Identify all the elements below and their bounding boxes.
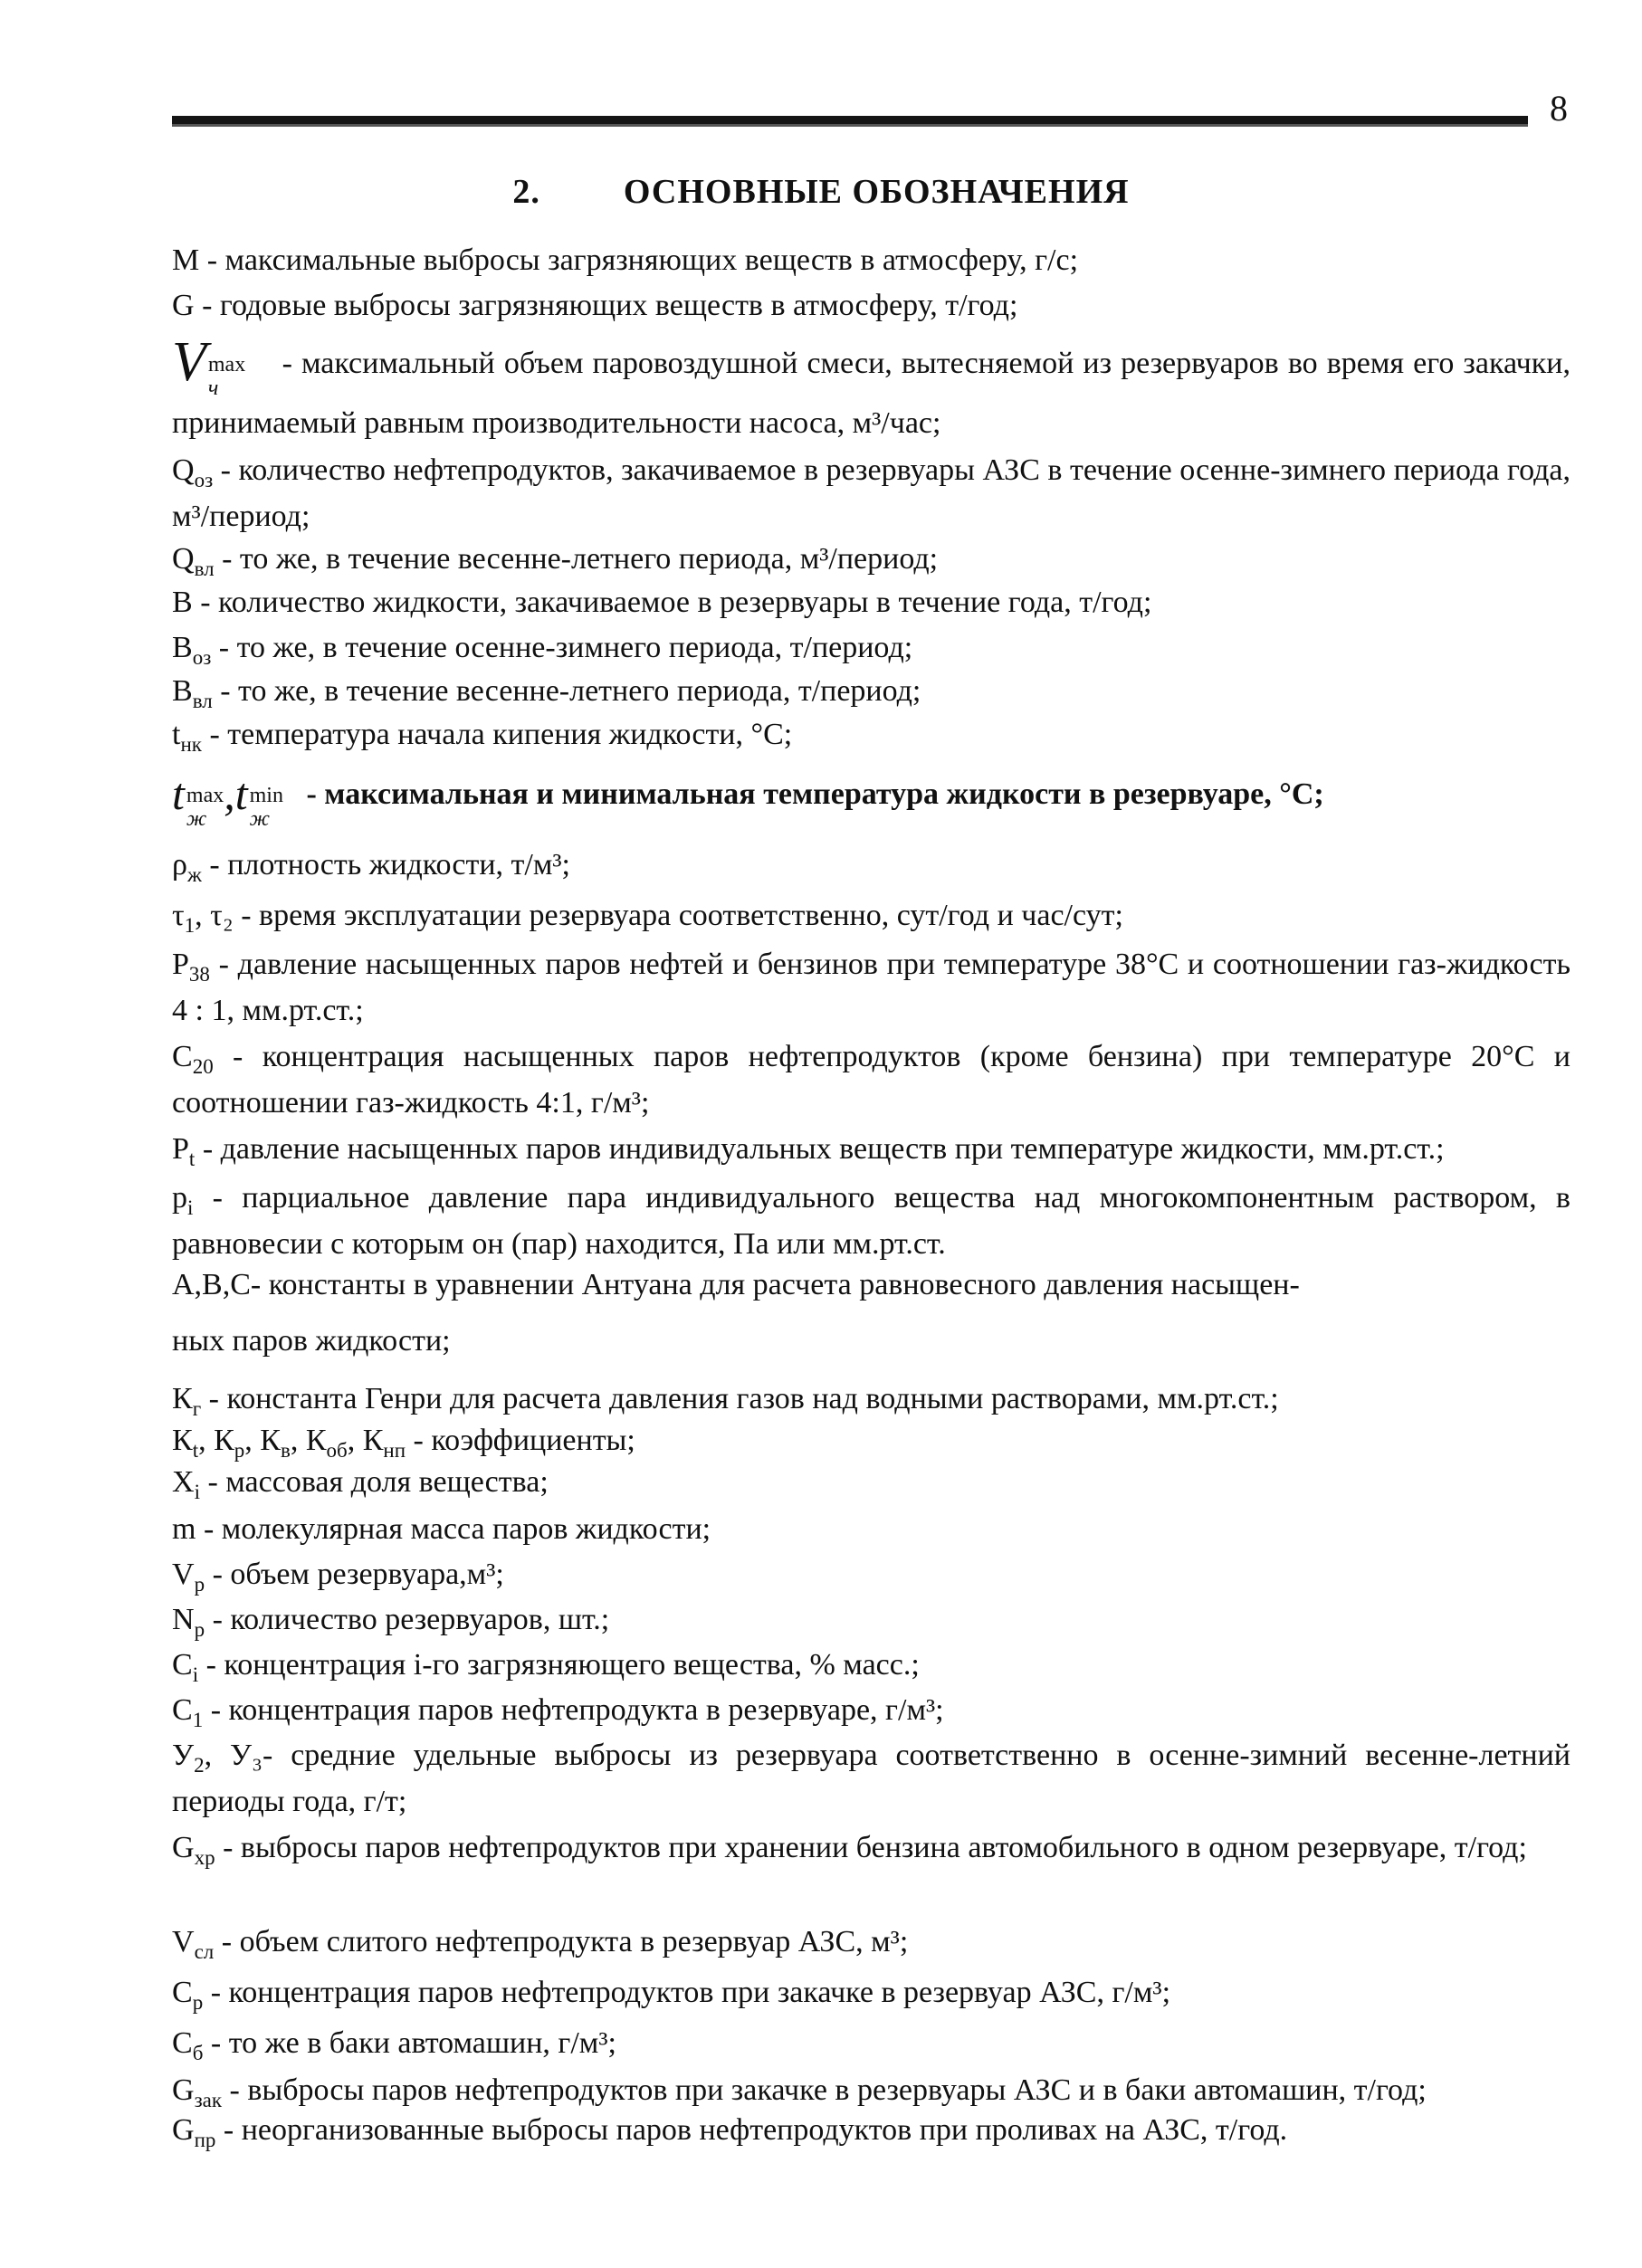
entry-Gpr bbox=[172, 2107, 1570, 2153]
entry-symbol: $V_р$ bbox=[172, 1558, 205, 1596]
entry-symbol: $С_i$ bbox=[172, 1648, 199, 1686]
entry-symbol: $G_{пр}$ bbox=[172, 2113, 216, 2151]
t-separator: , bbox=[224, 768, 235, 819]
entry-text: - концентрация паров нефтепродуктов при закачке в резервуар АЗС, г/м³; bbox=[203, 1976, 1171, 2009]
entry-text: - неорганизованные выбросы паров нефтепродуктов при проливах на АЗС, т/год. bbox=[215, 2113, 1288, 2147]
entry-P38 bbox=[172, 941, 1570, 1034]
entry-K-coef bbox=[172, 1417, 1570, 1463]
v-max-formula bbox=[172, 331, 246, 400]
entry-Vsl bbox=[172, 1919, 1570, 1965]
entry-m bbox=[172, 1506, 1570, 1552]
entry-ABC bbox=[172, 1262, 1570, 1308]
entry-text: - концентрация паров нефтепродукта в резервуаре, г/м³; bbox=[203, 1693, 944, 1727]
entry-symbol: m bbox=[172, 1512, 196, 1546]
entry-Q-vl bbox=[172, 536, 1570, 582]
entry-text: - массовая доля вещества; bbox=[199, 1465, 549, 1499]
entry-text: - молекулярная масса паров жидкости; bbox=[196, 1512, 711, 1546]
entry-Np bbox=[172, 1596, 1570, 1643]
entry-symbol: $К_г$ bbox=[172, 1382, 202, 1420]
entry-text: - количество жидкости, закачиваемое в резервуары в течение года, т/год; bbox=[192, 586, 1152, 619]
entry-text: - максимальные выбросы загрязняющих веществ в атмосферу, г/с; bbox=[199, 243, 1079, 277]
entry-text: - количество нефтепродуктов, закачиваемое в резервуары АЗС в течение осенне-зимнего периода года, м³/период; bbox=[172, 453, 1570, 533]
entry-text: - максимальная и минимальная температура жидкости в резервуаре, °С; bbox=[298, 777, 1324, 811]
entry-symbol: $G_{зак}$ bbox=[172, 2073, 223, 2111]
entry-symbol: $С_{20}$ bbox=[172, 1040, 214, 1078]
entry-text: - то же, в течение весенне-летнего периода, т/период; bbox=[212, 674, 921, 708]
entry-symbol: $В_{оз}$ bbox=[172, 631, 212, 669]
entry-Xi bbox=[172, 1459, 1570, 1505]
section-number: 2. bbox=[512, 173, 540, 211]
entry-C20 bbox=[172, 1034, 1570, 1126]
t-supsub-2: min ж bbox=[249, 784, 283, 831]
v-supsub bbox=[208, 353, 245, 400]
entry-symbol: $Q_{вл}$ bbox=[172, 542, 215, 580]
entry-symbol: G bbox=[172, 289, 195, 322]
entry-symbol: $Q_{оз}$ bbox=[172, 453, 214, 491]
entry-symbol: В bbox=[172, 586, 193, 619]
entry-text: - объем резервуара,м³; bbox=[205, 1558, 504, 1591]
entry-text: - давление насыщенных паров индивидуальных веществ при температуре жидкости, мм.рт.ст.; bbox=[195, 1132, 1445, 1166]
entry-text: - годовые выбросы загрязняющих веществ в атмосферу, т/год; bbox=[194, 289, 1018, 322]
entry-text: ных паров жидкости; bbox=[172, 1324, 451, 1358]
t-letter-2: t bbox=[234, 768, 248, 819]
v-sup: max bbox=[207, 353, 246, 376]
entry-symbol: $V_{сл}$ bbox=[172, 1925, 215, 1963]
v-sub: ч bbox=[207, 376, 219, 400]
section-heading bbox=[0, 172, 1642, 212]
entry-pi bbox=[172, 1175, 1570, 1267]
entry-symbol: $t_{нк}$ bbox=[172, 718, 202, 756]
entry-Gxp bbox=[172, 1825, 1570, 1871]
entry-B bbox=[172, 579, 1570, 625]
entry-symbol: М bbox=[172, 243, 200, 277]
entry-tau bbox=[172, 892, 1570, 939]
page-number: 8 bbox=[1550, 88, 1568, 129]
entry-text: - концентрация насыщенных паров нефтепродуктов (кроме бензина) при температуре 20°С и соотношении газ-жидкость 4:1, г/м³; bbox=[172, 1040, 1570, 1120]
entry-ABC-cont bbox=[172, 1318, 1570, 1364]
entry-Ci bbox=[172, 1642, 1570, 1688]
entry-symbol: $Х_i$ bbox=[172, 1465, 200, 1503]
entry-text: - плотность жидкости, т/м³; bbox=[201, 848, 570, 881]
entry-B-vl bbox=[172, 668, 1570, 714]
entry-Y23 bbox=[172, 1732, 1570, 1825]
entry-text: - концентрация i-го загрязняющего вещества, % масс.; bbox=[198, 1648, 920, 1682]
t-letter-1: t bbox=[172, 768, 185, 819]
entry-text: - выбросы паров нефтепродуктов при закачке в резервуары АЗС и в баки автомашин, т/год; bbox=[222, 2073, 1427, 2107]
entry-text: - время эксплуатации резервуара соответственно, сут/год и час/сут; bbox=[233, 899, 1123, 932]
entry-symbol: $N_р$ bbox=[172, 1603, 205, 1641]
entry-Q-oz bbox=[172, 447, 1570, 539]
entry-Cb bbox=[172, 2020, 1570, 2066]
entry-Cp bbox=[172, 1969, 1570, 2015]
entry-B-oz bbox=[172, 624, 1570, 671]
entry-text: - то же, в течение осенне-зимнего периода, т/период; bbox=[211, 631, 913, 664]
entry-text: - константа Генри для расчета давления газов над водными растворами, мм.рт.ст.; bbox=[201, 1382, 1279, 1415]
entry-text: - выбросы паров нефтепродуктов при хранении бензина автомобильного в одном резервуаре, т/год; bbox=[215, 1831, 1527, 1864]
entry-text: - средние удельные выбросы из резервуара соответственно в осенне-зимний весенне-летний периоды года, г/т; bbox=[172, 1739, 1570, 1818]
header-rule bbox=[172, 116, 1528, 127]
entry-text: - объем слитого нефтепродукта в резервуар АЗС, м³; bbox=[214, 1925, 909, 1958]
entry-text: - количество резервуаров, шт.; bbox=[205, 1603, 610, 1636]
entry-text: - коэффициенты; bbox=[406, 1424, 635, 1457]
entry-rho bbox=[172, 842, 1570, 888]
entry-Pt bbox=[172, 1126, 1570, 1172]
entry-text: - максимальный объем паровоздушной смеси, вытесняемой из резервуаров во время его закачки, принимаемый равным производительности насоса, м³/час; bbox=[172, 347, 1570, 440]
entry-symbol: $У_2$, У₃ bbox=[172, 1739, 263, 1777]
entry-symbol: $\rho_ж$ bbox=[172, 848, 202, 886]
entry-symbol: $р_i$ bbox=[172, 1181, 194, 1219]
entry-symbol: $В_{вл}$ bbox=[172, 674, 213, 712]
entry-Kg bbox=[172, 1376, 1570, 1422]
entry-symbol: $Р_t$ bbox=[172, 1132, 196, 1170]
entry-M bbox=[172, 237, 1570, 283]
entry-symbol: $С_б$ bbox=[172, 2026, 204, 2064]
entry-symbol: $С_1$ bbox=[172, 1693, 204, 1731]
entry-symbol: $С_р$ bbox=[172, 1976, 204, 2014]
entry-text: - константы в уравнении Антуана для расчета равновесного давления насыщен- bbox=[250, 1268, 1300, 1301]
entry-V-max bbox=[172, 331, 1570, 446]
entry-Vp bbox=[172, 1551, 1570, 1597]
entry-symbol: $\tau_1$, τ₂ bbox=[172, 899, 234, 937]
entry-symbol: $G_{хр}$ bbox=[172, 1831, 215, 1869]
t-supsub-1: max ж bbox=[186, 784, 224, 831]
entry-t-nk bbox=[172, 711, 1570, 758]
entry-text: - температура начала кипения жидкости, °С; bbox=[201, 718, 793, 751]
entry-symbol: А,В,С bbox=[172, 1268, 251, 1301]
entry-G bbox=[172, 282, 1570, 329]
entry-text: - то же, в течение весенне-летнего периода, м³/период; bbox=[214, 542, 939, 576]
entry-symbol: $Р_{38}$ bbox=[172, 948, 210, 986]
entry-C1 bbox=[172, 1687, 1570, 1733]
section-title: ОСНОВНЫЕ ОБОЗНАЧЕНИЯ bbox=[623, 173, 1130, 211]
entry-text: - давление насыщенных паров нефтей и бензинов при температуре 38°С и соотношении газ-жидкость 4 : 1, мм.рт.ст.; bbox=[172, 948, 1570, 1027]
t-formula bbox=[172, 768, 283, 831]
entry-t-max-min bbox=[172, 768, 1570, 831]
v-letter: V bbox=[172, 331, 206, 393]
entry-text: - то же в баки автомашин, г/м³; bbox=[203, 2026, 616, 2060]
entry-symbol: $К_t$, $К_р$, $К_в$, $К_{об}$, $К_{нп}$ bbox=[172, 1424, 406, 1462]
entry-text: - парциальное давление пара индивидуального вещества над многокомпонентным раствором, в равновесии с которым он (пар) находится, Па или мм.рт.ст. bbox=[172, 1181, 1570, 1261]
